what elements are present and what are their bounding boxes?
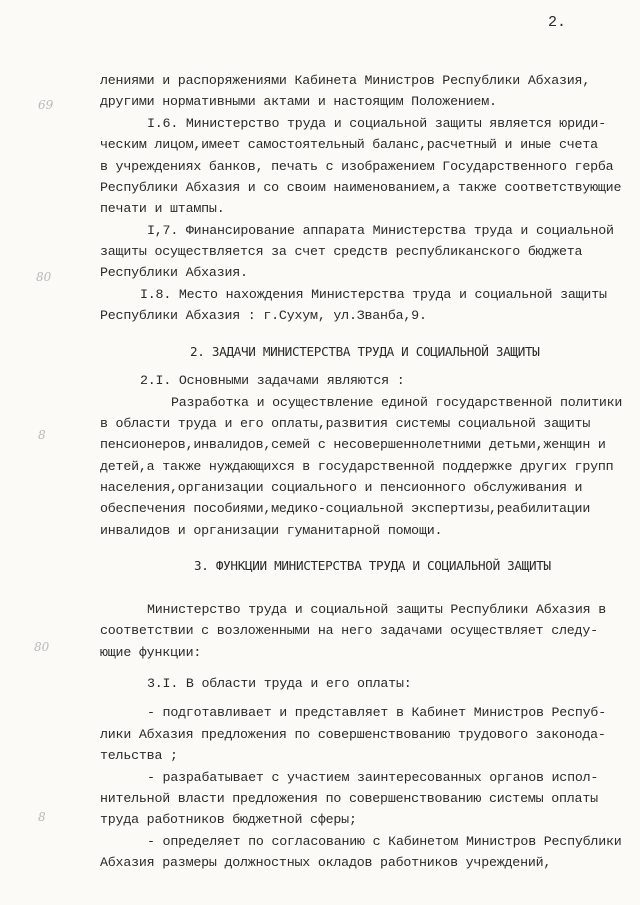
- section-heading: 2. ЗАДАЧИ МИНИСТЕРСТВА ТРУДА И СОЦИАЛЬНОЙ ЗАЩИТЫ: [190, 344, 540, 359]
- text-line: I.8. Место нахождения Министерства труда и социальной защиты: [140, 287, 607, 302]
- text-line: Республики Абхазия.: [100, 265, 248, 280]
- text-line: тельства ;: [100, 748, 178, 763]
- page-number: 2.: [548, 14, 567, 31]
- text-line: Республики Абхазия и со своим наименованием,а также соответствующие: [100, 180, 622, 195]
- text-line: печати и штампы.: [100, 201, 225, 216]
- text-line: Министерство труда и социальной защиты Республики Абхазия в: [147, 602, 606, 617]
- margin-mark: 8: [38, 810, 46, 824]
- text-line: I,7. Финансирование аппарата Министерства труда и социальной: [147, 223, 614, 238]
- text-line: в учреждениях банков, печать с изображением Государственного герба: [100, 159, 614, 174]
- text-line: другими нормативными актами и настоящим Положением.: [100, 94, 497, 109]
- text-line: в области труда и его оплаты,развития системы социальной защиты: [100, 416, 591, 431]
- text-line: лениями и распоряжениями Кабинета Министров Республики Абхазия,: [100, 73, 591, 88]
- text-line: защиты осуществляется за счет средств республиканского бюджета: [100, 244, 583, 259]
- text-line: - подготавливает и представляет в Кабинет Министров Респуб-: [147, 705, 606, 720]
- text-line: детей,а также нуждающихся в государственной поддержке других групп: [100, 459, 614, 474]
- text-line: - разрабатывает с участием заинтересованных органов испол-: [147, 770, 599, 785]
- margin-mark: 80: [36, 270, 52, 284]
- text-line: обеспечения пособиями,медико-социальной экспертизы,реабилитации: [100, 501, 591, 516]
- text-line: лики Абхазия предложения по совершенствованию трудового законода-: [100, 727, 606, 742]
- margin-mark: 69: [38, 98, 54, 112]
- text-line: нительной власти предложения по совершенствованию системы оплаты: [100, 791, 598, 806]
- text-line: 3.I. В области труда и его оплаты:: [147, 676, 412, 691]
- text-line: пенсионеров,инвалидов,семей с несовершеннолетними детьми,женщин и: [100, 437, 606, 452]
- text-line: населения,организации социального и пенсионного обслуживания и: [100, 480, 583, 495]
- margin-mark: 8: [38, 428, 46, 442]
- text-line: Республики Абхазия : г.Сухум, ул.Званба,9.: [100, 308, 427, 323]
- text-line: ческим лицом,имеет самостоятельный баланс,расчетный и иные счета: [100, 137, 598, 152]
- text-line: ющие функции:: [100, 645, 202, 660]
- text-line: I.6. Министерство труда и социальной защиты является юриди-: [147, 116, 606, 131]
- text-line: труда работников бюджетной сферы;: [100, 812, 357, 827]
- section-heading: 3. ФУНКЦИИ МИНИСТЕРСТВА ТРУДА И СОЦИАЛЬНОЙ ЗАЩИТЫ: [194, 558, 551, 573]
- text-line: 2.I. Основными задачами являются :: [140, 373, 405, 388]
- text-line: - определяет по согласованию с Кабинетом Министров Республики: [147, 834, 622, 849]
- text-line: инвалидов и организации гуманитарной помощи.: [100, 523, 443, 538]
- text-line: соответствии с возложенными на него задачами осуществляет следу-: [100, 623, 598, 638]
- text-line: Абхазия размеры должностных окладов работников учреждений,: [100, 855, 552, 870]
- text-line: Разработка и осуществление единой государственной политики: [171, 395, 623, 410]
- margin-mark: 80: [34, 640, 50, 654]
